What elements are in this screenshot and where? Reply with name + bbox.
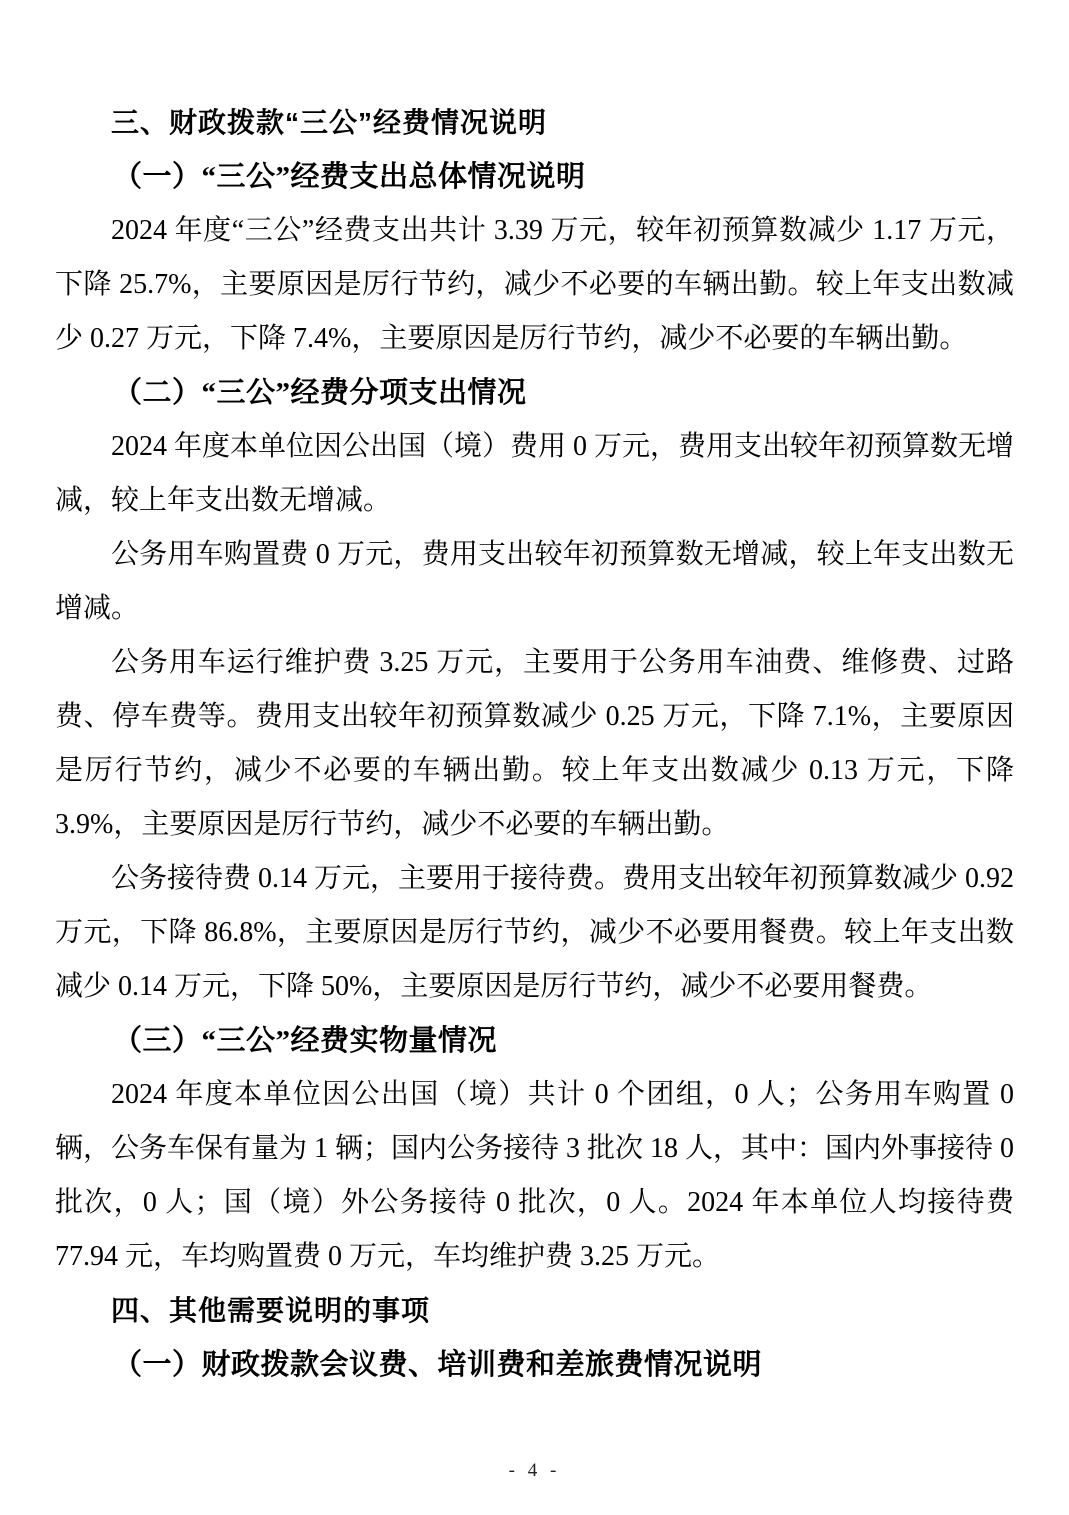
- subsection-heading-overall-expenditure: （一）“三公”经费支出总体情况说明: [113, 161, 586, 193]
- subsection-heading-physical-quantities: （三）“三公”经费实物量情况: [113, 1025, 498, 1057]
- paragraph-vehicle-maintenance: 公务用车运行维护费 3.25 万元，主要用于公务用车油费、维修费、过路费、停车费等。费用支出较年初预算数减少 0.25 万元，下降 7.1%，主要原因是厉行节约，减少不必要的车辆出勤。较上年支出数减少 0.13 万元，下降 3.9%，主要原因是厉行节约，减少不必要的车辆出勤。: [55, 647, 1014, 840]
- paragraph-physical-quantities: 2024 年度本单位因公出国（境）共计 0 个团组，0 人；公务用车购置 0 辆，公务车保有量为 1 辆；国内公务接待 3 批次 18 人，其中：国内外事接待 0 批次，0 人；国（境）外公务接待 0 批次，0 人。2024 年本单位人均接待费 77.94 元，车均购置费 0 万元，车均维护费 3.25 万元。: [55, 1079, 1015, 1272]
- section-heading-three-public-funds: 三、财政拨款“三公”经费情况说明: [111, 107, 548, 138]
- subsection-heading-meeting-training-travel: （一）财政拨款会议费、培训费和差旅费情况说明: [113, 1349, 763, 1381]
- page-number: - 4 -: [508, 1460, 561, 1481]
- section-heading-other-matters: 四、其他需要说明的事项: [111, 1295, 431, 1326]
- subsection-heading-itemized-expenditure: （二）“三公”经费分项支出情况: [113, 377, 527, 409]
- paragraph-overall-expenditure: 2024 年度“三公”经费支出共计 3.39 万元，较年初预算数减少 1.17 万元，下降 25.7%，主要原因是厉行节约，减少不必要的车辆出勤。较上年支出数减少 0.27 万元，下降 7.4%，主要原因是厉行节约，减少不必要的车辆出勤。: [55, 215, 1014, 354]
- paragraph-overseas-travel: 2024 年度本单位因公出国（境）费用 0 万元，费用支出较年初预算数无增减，较上年支出数无增减。: [55, 431, 1015, 516]
- paragraph-official-reception: 公务接待费 0.14 万元，主要用于接待费。费用支出较年初预算数减少 0.92 万元，下降 86.8%，主要原因是厉行节约，减少不必要用餐费。较上年支出数减少 0.14 万元，下降 50%，主要原因是厉行节约，减少不必要用餐费。: [55, 863, 1015, 1002]
- paragraph-vehicle-purchase: 公务用车购置费 0 万元，费用支出较年初预算数无增减，较上年支出数无增减。: [55, 539, 1014, 624]
